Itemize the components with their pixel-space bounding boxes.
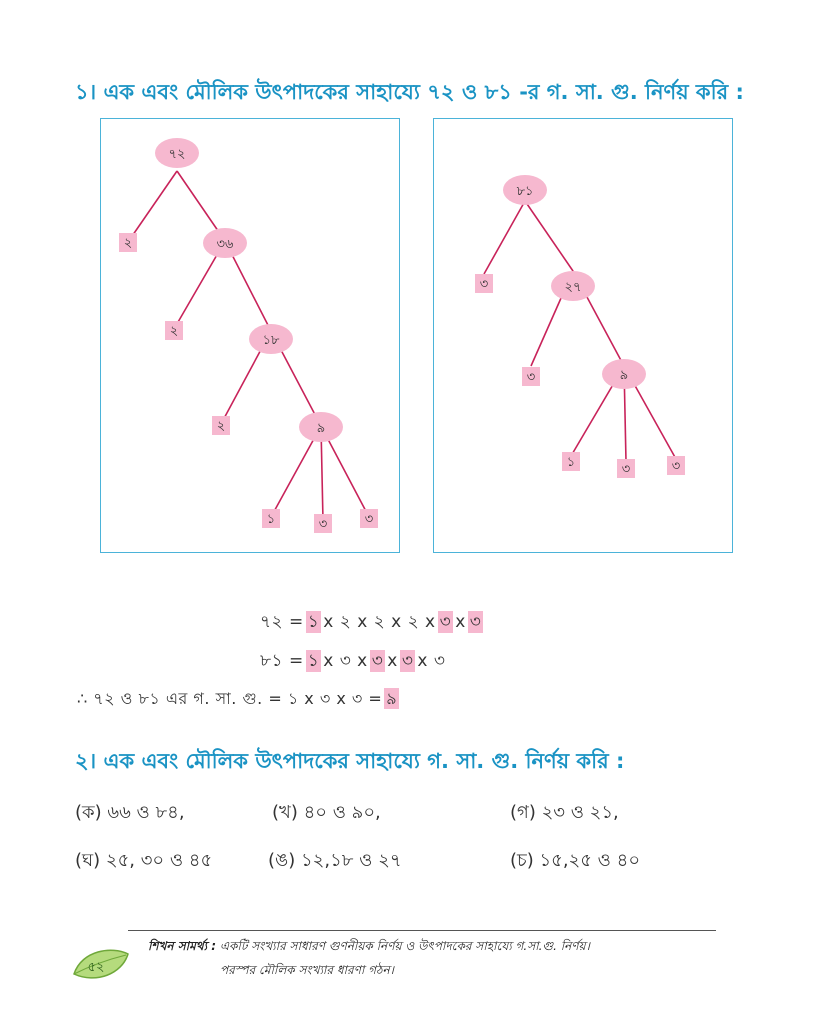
exercise-item: (ঘ) ২৫, ৩০ ও ৪৫ <box>75 850 213 871</box>
hcf-result <box>75 686 399 713</box>
hcf-text: ∴ ৭২ ও ৮১ এর গ. সা. গু. = ১ x ৩ x ৩ = <box>77 689 383 708</box>
footer-line-2: পরস্পর মৌলিক সংখ্যার ধারণা গঠন। <box>220 963 394 977</box>
eq-token-highlight: ৩ <box>401 651 414 671</box>
footer-text-1: একটি সংখ্যার সাধারণ গুণনীয়ক নির্ণয় ও উৎপাদকের সাহায্যে গ.সা.গু. নির্ণয়। <box>219 939 590 953</box>
eq-token: ৭২ = <box>260 612 304 632</box>
hcf-answer: ৯ <box>386 689 398 708</box>
eq-token-highlight: ৩ <box>439 612 452 632</box>
footer-label: শিখন সামর্থ্য : <box>148 939 217 953</box>
equation-72 <box>258 609 483 637</box>
tree81-node: ৩ <box>621 462 631 477</box>
tree72-node: ২ <box>169 324 179 339</box>
exercise-item: (ঙ) ১২,১৮ ও ২৭ <box>268 850 402 871</box>
tree81-node: ৩ <box>479 277 489 292</box>
factor-tree-72 <box>100 118 400 553</box>
factor-tree-72-svg <box>101 119 399 552</box>
exercise-item: (গ) ২৩ ও ২১, <box>510 802 619 823</box>
equation-81 <box>258 648 447 676</box>
question-1-title: ১। এক এবং মৌলিক উৎপাদকের সাহায্যে ৭২ ও ৮১ -র গ. সা. গু. নির্ণয় করি : <box>75 80 744 104</box>
tree72-node: ১৮ <box>262 333 280 348</box>
tree81-node: ৩ <box>671 459 681 474</box>
eq-token-highlight: ৩ <box>371 651 384 671</box>
factor-tree-81-svg <box>434 119 732 552</box>
eq-token: x ৩ x <box>323 651 368 671</box>
eq-token: x <box>455 612 466 632</box>
eq-token: x ২ x ২ x ২ x <box>323 612 436 632</box>
tree81-node: ১ <box>566 455 576 470</box>
tree81-node: ২৭ <box>564 280 582 295</box>
tree72-node: ৩৬ <box>216 237 234 252</box>
exercise-item: (খ) ৪০ ও ৯০, <box>272 802 381 823</box>
tree72-node: ৩ <box>364 512 374 527</box>
exercise-item: (ক) ৬৬ ও ৮৪, <box>75 802 185 823</box>
tree81-root: ৮১ <box>516 184 534 199</box>
eq-token-highlight: ১ <box>307 651 320 671</box>
footer-line-1 <box>148 938 590 958</box>
page-number: ৫২ <box>87 960 105 975</box>
tree72-node: ২ <box>123 236 133 251</box>
exercise-item: (চ) ১৫,২৫ ও ৪০ <box>510 850 641 871</box>
eq-token: x ৩ <box>417 651 446 671</box>
eq-token: ৮১ = <box>260 651 304 671</box>
leaf-icon <box>70 944 132 984</box>
question-2-title: ২। এক এবং মৌলিক উৎপাদকের সাহায্যে গ. সা. গু. নির্ণয় করি : <box>75 749 625 773</box>
factor-tree-81 <box>433 118 733 553</box>
eq-token-highlight: ১ <box>307 612 320 632</box>
eq-token: x <box>387 651 398 671</box>
tree72-node: ২ <box>216 419 226 434</box>
eq-token-highlight: ৩ <box>469 612 482 632</box>
tree72-node: ৩ <box>318 517 328 532</box>
tree72-node: ১ <box>266 512 276 527</box>
tree72-node: ৯ <box>316 421 326 436</box>
tree81-node: ৯ <box>619 368 629 383</box>
tree81-node: ৩ <box>526 370 536 385</box>
tree72-root: ৭২ <box>168 147 186 162</box>
footer-divider <box>128 930 716 931</box>
